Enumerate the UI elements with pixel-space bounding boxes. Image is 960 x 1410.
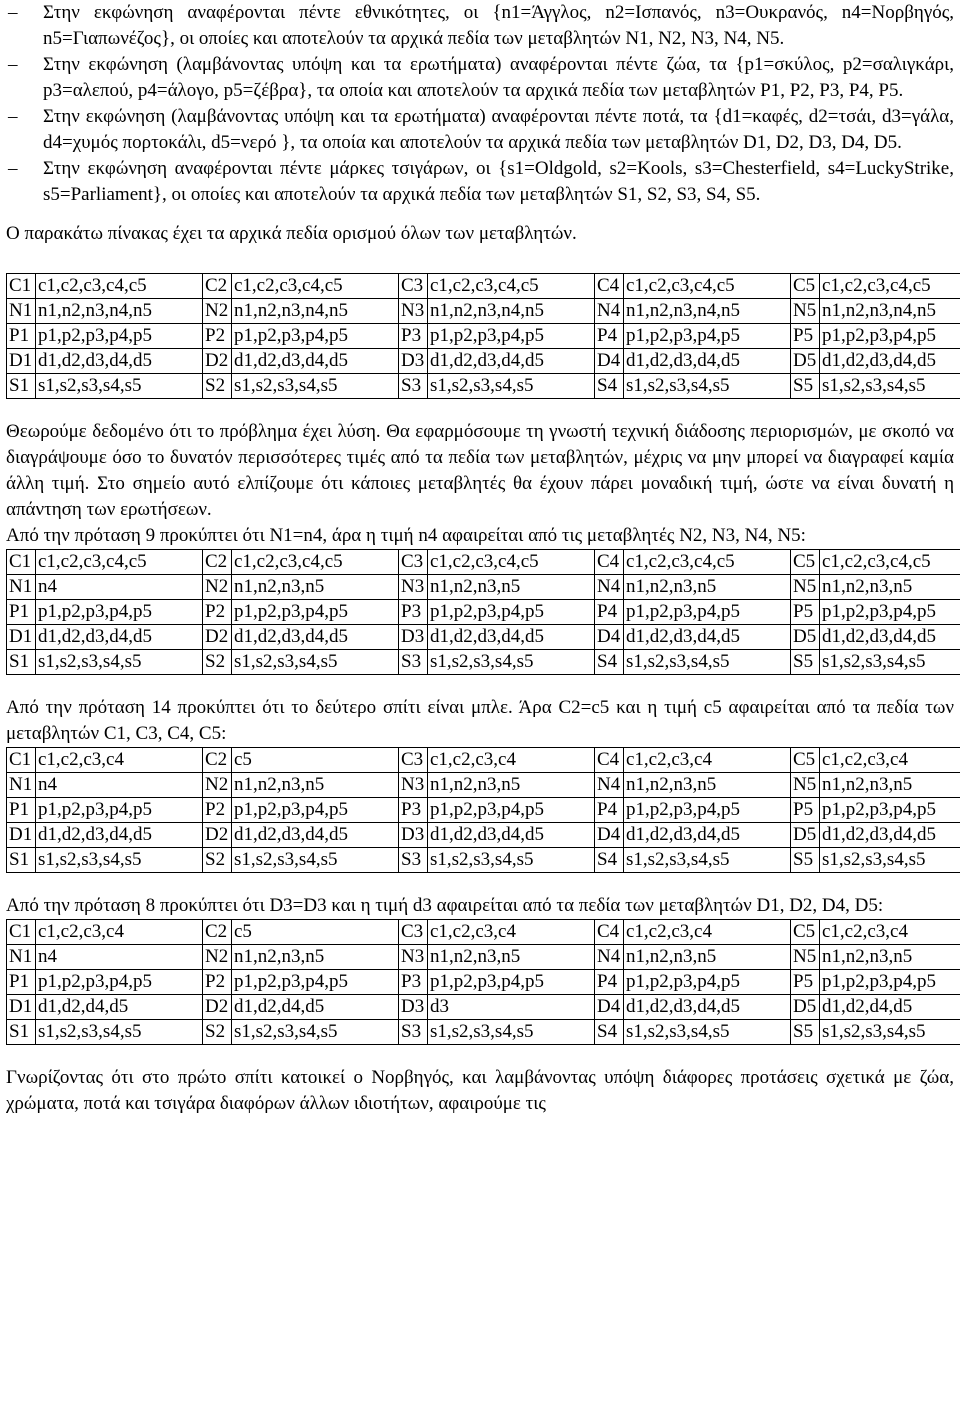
table-row (7, 650, 960, 675)
domain-values-cell: c1,c2,c3,c4,c5 (624, 550, 791, 575)
domain-table-after-rule-8 (6, 919, 960, 1045)
bullet-item (6, 52, 954, 104)
domain-values-cell: s1,s2,s3,s4,s5 (36, 374, 203, 399)
domain-values-cell: s1,s2,s3,s4,s5 (36, 848, 203, 873)
variables-bullet-list (6, 0, 954, 208)
variable-name-cell: N2 (203, 575, 232, 600)
variable-name-cell: D4 (595, 625, 624, 650)
domain-values-cell: n4 (36, 773, 203, 798)
variable-name-cell: C2 (203, 748, 232, 773)
domain-values-cell: n1,n2,n3,n5 (232, 575, 399, 600)
variable-name-cell: N4 (595, 945, 624, 970)
variable-name-cell: D4 (595, 995, 624, 1020)
domain-values-cell: n1,n2,n3,n5 (820, 945, 960, 970)
variable-name-cell: P5 (791, 970, 820, 995)
domain-values-cell: d1,d2,d3,d4,d5 (232, 349, 399, 374)
variable-name-cell: C1 (7, 550, 36, 575)
bullet-text: Στην εκφώνηση αναφέρονται πέντε μάρκες τσιγάρων, οι {s1=Oldgold, s2=Kools, s3=Chesterfield, s4=LuckyStrike, s5=Parliament}, οι οποίες και αποτελούν τα αρχικά πεδία των μεταβλητών S1, S2, S3, S4, S5. (43, 158, 954, 205)
domain-values-cell: d1,d2,d3,d4,d5 (820, 349, 960, 374)
domain-values-cell: p1,p2,p3,p4,p5 (232, 600, 399, 625)
intro-table-paragraph: Ο παρακάτω πίνακας έχει τα αρχικά πεδία ορισμού όλων των μεταβλητών. (6, 223, 577, 244)
rule-8-paragraph: Από την πρόταση 8 προκύπτει ότι D3=D3 και η τιμή d3 αφαιρείται από τα πεδία των μεταβλητών D1, D2, D4, D5: (6, 895, 884, 916)
table-row (7, 945, 960, 970)
variable-name-cell: N3 (399, 575, 428, 600)
domain-values-cell: d1,d2,d4,d5 (232, 995, 399, 1020)
variable-name-cell: P5 (791, 324, 820, 349)
table-row (7, 600, 960, 625)
domain-values-cell: n1,n2,n3,n5 (428, 575, 595, 600)
domain-values-cell: d1,d2,d3,d4,d5 (36, 625, 203, 650)
domain-values-cell: d1,d2,d3,d4,d5 (624, 625, 791, 650)
domain-values-cell: p1,p2,p3,p4,p5 (428, 324, 595, 349)
domain-values-cell: p1,p2,p3,p4,p5 (428, 798, 595, 823)
variable-name-cell: N1 (7, 575, 36, 600)
variable-name-cell: D2 (203, 349, 232, 374)
domain-values-cell: n1,n2,n3,n4,n5 (820, 299, 960, 324)
domain-values-cell: p1,p2,p3,p4,p5 (820, 324, 960, 349)
variable-name-cell: C2 (203, 550, 232, 575)
domain-values-cell: n4 (36, 945, 203, 970)
variable-name-cell: N5 (791, 773, 820, 798)
dash-marker: – (8, 158, 18, 179)
variable-name-cell: C5 (791, 748, 820, 773)
table-row (7, 625, 960, 650)
variable-name-cell: C1 (7, 748, 36, 773)
bullet-text: Στην εκφώνηση (λαμβάνοντας υπόψη και τα ερωτήματα) αναφέρονται πέντε ποτά, τα {d1=καφές, d2=τσάι, d3=γάλα, d4=χυμός πορτοκάλι, d5=νερό }, τα οποία και αποτελούν τα αρχικά πεδία των μεταβλητών D1, D2, D3, D4, D5. (43, 106, 954, 153)
domain-values-cell: p1,p2,p3,p4,p5 (232, 324, 399, 349)
table-row (7, 575, 960, 600)
domain-values-cell: p1,p2,p3,p4,p5 (232, 970, 399, 995)
table-row (7, 324, 960, 349)
domain-values-cell: s1,s2,s3,s4,s5 (232, 374, 399, 399)
variable-name-cell: N2 (203, 773, 232, 798)
domain-values-cell: c1,c2,c3,c4,c5 (232, 550, 399, 575)
rule-14-paragraph: Από την πρόταση 14 προκύπτει ότι το δεύτερο σπίτι είναι μπλε. Άρα C2=c5 και η τιμή c5 αφαιρείται από τα πεδία των μεταβλητών C1, C3, C4, C5: (6, 697, 954, 744)
domain-values-cell: c1,c2,c3,c4,c5 (428, 550, 595, 575)
variable-name-cell: C3 (399, 748, 428, 773)
domain-values-cell: d1,d2,d3,d4,d5 (36, 823, 203, 848)
variable-name-cell: D3 (399, 625, 428, 650)
variable-name-cell: D3 (399, 349, 428, 374)
domain-values-cell: c1,c2,c3,c4 (624, 920, 791, 945)
variable-name-cell: N2 (203, 945, 232, 970)
variable-name-cell: S2 (203, 848, 232, 873)
domain-values-cell: s1,s2,s3,s4,s5 (428, 1020, 595, 1045)
variable-name-cell: P2 (203, 600, 232, 625)
domain-values-cell: c1,c2,c3,c4 (624, 748, 791, 773)
domain-values-cell: c1,c2,c3,c4 (820, 920, 960, 945)
variable-name-cell: D1 (7, 349, 36, 374)
variable-name-cell: D2 (203, 625, 232, 650)
domain-values-cell: d1,d2,d4,d5 (36, 995, 203, 1020)
variable-name-cell: C1 (7, 920, 36, 945)
domain-values-cell: c5 (232, 748, 399, 773)
variable-name-cell: S3 (399, 1020, 428, 1045)
variable-name-cell: D5 (791, 823, 820, 848)
domain-values-cell: n1,n2,n3,n5 (624, 575, 791, 600)
bullet-text: Στην εκφώνηση αναφέρονται πέντε εθνικότητες, οι {n1=Άγγλος, n2=Ισπανός, n3=Ουκρανός, n4=Νορβηγός, n5=Γιαπωνέζος}, οι οποίες και αποτελούν τα αρχικά πεδία των μεταβλητών N1, N2, N3, N4, N5. (43, 2, 954, 49)
variable-name-cell: D2 (203, 823, 232, 848)
variable-name-cell: S1 (7, 848, 36, 873)
variable-name-cell: S4 (595, 848, 624, 873)
norwegian-paragraph: Γνωρίζοντας ότι στο πρώτο σπίτι κατοικεί ο Νορβηγός, και λαμβάνοντας υπόψη διάφορες προτάσεις σχετικά με ζώα, χρώματα, ποτά και τσιγάρα διαφόρων άλλων ιδιοτήτων, αφαιρούμε τις (6, 1067, 954, 1114)
document-page (6, 0, 954, 1117)
variable-name-cell: C3 (399, 920, 428, 945)
domain-values-cell: n1,n2,n3,n4,n5 (624, 299, 791, 324)
domain-values-cell: c1,c2,c3,c4,c5 (624, 274, 791, 299)
variable-name-cell: P4 (595, 324, 624, 349)
domain-values-cell: s1,s2,s3,s4,s5 (624, 374, 791, 399)
variable-name-cell: D5 (791, 349, 820, 374)
variable-name-cell: S1 (7, 650, 36, 675)
variable-name-cell: S3 (399, 650, 428, 675)
domain-values-cell: d1,d2,d3,d4,d5 (36, 349, 203, 374)
domain-values-cell: d1,d2,d3,d4,d5 (624, 349, 791, 374)
dash-marker: – (8, 106, 18, 127)
variable-name-cell: C5 (791, 920, 820, 945)
domain-values-cell: d1,d2,d3,d4,d5 (428, 349, 595, 374)
variable-name-cell: P1 (7, 324, 36, 349)
variable-name-cell: P5 (791, 798, 820, 823)
domain-values-cell: c1,c2,c3,c4 (428, 748, 595, 773)
domain-values-cell: s1,s2,s3,s4,s5 (820, 374, 960, 399)
domain-values-cell: c1,c2,c3,c4,c5 (820, 274, 960, 299)
domain-values-cell: s1,s2,s3,s4,s5 (232, 650, 399, 675)
variable-name-cell: C4 (595, 274, 624, 299)
variable-name-cell: C4 (595, 550, 624, 575)
domain-values-cell: p1,p2,p3,p4,p5 (36, 970, 203, 995)
table-row (7, 823, 960, 848)
domain-values-cell: p1,p2,p3,p4,p5 (820, 798, 960, 823)
domain-values-cell: p1,p2,p3,p4,p5 (232, 798, 399, 823)
domain-values-cell: c1,c2,c3,c4 (36, 920, 203, 945)
variable-name-cell: S4 (595, 374, 624, 399)
variable-name-cell: D5 (791, 625, 820, 650)
domain-values-cell: s1,s2,s3,s4,s5 (428, 650, 595, 675)
domain-values-cell: p1,p2,p3,p4,p5 (820, 970, 960, 995)
variable-name-cell: P1 (7, 600, 36, 625)
variable-name-cell: N1 (7, 945, 36, 970)
domain-values-cell: c1,c2,c3,c4,c5 (428, 274, 595, 299)
variable-name-cell: D1 (7, 823, 36, 848)
domain-values-cell: s1,s2,s3,s4,s5 (232, 848, 399, 873)
domain-values-cell: d1,d2,d3,d4,d5 (232, 625, 399, 650)
dash-marker: – (8, 2, 18, 23)
domain-values-cell: p1,p2,p3,p4,p5 (36, 324, 203, 349)
dash-marker: – (8, 54, 18, 75)
variable-name-cell: D3 (399, 823, 428, 848)
domain-values-cell: n1,n2,n3,n4,n5 (428, 299, 595, 324)
variable-name-cell: P5 (791, 600, 820, 625)
domain-values-cell: c1,c2,c3,c4 (428, 920, 595, 945)
constraint-propagation-paragraph: Θεωρούμε δεδομένο ότι το πρόβλημα έχει λύση. Θα εφαρμόσουμε τη γνωστή τεχνική διάδοσης περιορισμών, με σκοπό να διαγράψουμε όσο το δυνατόν περισσότερες τιμές από τα πεδία των μεταβλητών, μέχρις να μην μπορεί να διαγραφεί καμία άλλη τιμή. Στο σημείο αυτό ελπίζουμε ότι κάποιες μεταβλητές θα έχουν πάρει μοναδική τιμή, ώστε να είναι δυνατή η απάντηση των ερωτήσεων. (6, 421, 954, 520)
variable-name-cell: P2 (203, 324, 232, 349)
bullet-item (6, 156, 954, 208)
bullet-text: Στην εκφώνηση (λαμβάνοντας υπόψη και τα ερωτήματα) αναφέρονται πέντε ζώα, τα {p1=σκύλος, p2=σαλιγκάρι, p3=αλεπού, p4=άλογο, p5=ζέβρα}, τα οποία και αποτελούν τα αρχικά πεδία των μεταβλητών P1, P2, P3, P4, P5. (43, 54, 954, 101)
table-row (7, 299, 960, 324)
domain-values-cell: d3 (428, 995, 595, 1020)
variable-name-cell: D1 (7, 995, 36, 1020)
domain-values-cell: n1,n2,n3,n5 (232, 945, 399, 970)
variable-name-cell: N3 (399, 945, 428, 970)
domain-values-cell: p1,p2,p3,p4,p5 (624, 324, 791, 349)
domain-values-cell: s1,s2,s3,s4,s5 (232, 1020, 399, 1045)
variable-name-cell: N4 (595, 773, 624, 798)
variable-name-cell: P3 (399, 970, 428, 995)
variable-name-cell: P2 (203, 970, 232, 995)
variable-name-cell: D4 (595, 823, 624, 848)
domain-values-cell: n1,n2,n3,n4,n5 (36, 299, 203, 324)
domain-values-cell: c1,c2,c3,c4,c5 (36, 550, 203, 575)
table-row (7, 349, 960, 374)
bullet-item (6, 104, 954, 156)
domain-values-cell: p1,p2,p3,p4,p5 (624, 970, 791, 995)
domain-values-cell: p1,p2,p3,p4,p5 (428, 600, 595, 625)
domain-values-cell: s1,s2,s3,s4,s5 (624, 848, 791, 873)
domain-values-cell: n1,n2,n3,n5 (428, 773, 595, 798)
variable-name-cell: C2 (203, 920, 232, 945)
domain-values-cell: s1,s2,s3,s4,s5 (820, 650, 960, 675)
variable-name-cell: P2 (203, 798, 232, 823)
domain-values-cell: n1,n2,n3,n5 (820, 575, 960, 600)
domain-values-cell: s1,s2,s3,s4,s5 (624, 1020, 791, 1045)
variable-name-cell: N5 (791, 575, 820, 600)
table-row (7, 995, 960, 1020)
variable-name-cell: S1 (7, 1020, 36, 1045)
variable-name-cell: S1 (7, 374, 36, 399)
domain-values-cell: d1,d2,d3,d4,d5 (624, 995, 791, 1020)
domain-values-cell: c1,c2,c3,c4,c5 (820, 550, 960, 575)
domain-values-cell: d1,d2,d3,d4,d5 (232, 823, 399, 848)
variable-name-cell: C5 (791, 274, 820, 299)
variable-name-cell: C2 (203, 274, 232, 299)
variable-name-cell: D4 (595, 349, 624, 374)
domain-values-cell: c1,c2,c3,c4 (820, 748, 960, 773)
variable-name-cell: P3 (399, 798, 428, 823)
variable-name-cell: P3 (399, 600, 428, 625)
domain-table-after-rule-9 (6, 549, 960, 675)
variable-name-cell: S4 (595, 1020, 624, 1045)
domain-values-cell: n4 (36, 575, 203, 600)
domain-values-cell: n1,n2,n3,n5 (624, 945, 791, 970)
variable-name-cell: C3 (399, 274, 428, 299)
variable-name-cell: N1 (7, 773, 36, 798)
domain-values-cell: n1,n2,n3,n5 (428, 945, 595, 970)
variable-name-cell: C1 (7, 274, 36, 299)
table-row (7, 748, 960, 773)
variable-name-cell: D1 (7, 625, 36, 650)
variable-name-cell: P3 (399, 324, 428, 349)
domain-values-cell: p1,p2,p3,p4,p5 (624, 798, 791, 823)
variable-name-cell: P1 (7, 798, 36, 823)
domain-values-cell: d1,d2,d3,d4,d5 (624, 823, 791, 848)
variable-name-cell: D5 (791, 995, 820, 1020)
domain-values-cell: n1,n2,n3,n5 (232, 773, 399, 798)
domain-values-cell: c1,c2,c3,c4,c5 (232, 274, 399, 299)
variable-name-cell: S3 (399, 848, 428, 873)
variable-name-cell: S4 (595, 650, 624, 675)
domain-values-cell: p1,p2,p3,p4,p5 (36, 798, 203, 823)
domain-values-cell: p1,p2,p3,p4,p5 (624, 600, 791, 625)
bullet-item (6, 0, 954, 52)
variable-name-cell: C4 (595, 920, 624, 945)
domain-values-cell: d1,d2,d3,d4,d5 (820, 625, 960, 650)
domain-values-cell: p1,p2,p3,p4,p5 (36, 600, 203, 625)
domain-values-cell: p1,p2,p3,p4,p5 (820, 600, 960, 625)
variable-name-cell: C4 (595, 748, 624, 773)
domain-values-cell: n1,n2,n3,n5 (820, 773, 960, 798)
domain-values-cell: d1,d2,d3,d4,d5 (820, 823, 960, 848)
domain-values-cell: d1,d2,d4,d5 (820, 995, 960, 1020)
variable-name-cell: P4 (595, 600, 624, 625)
variable-name-cell: N3 (399, 773, 428, 798)
variable-name-cell: N5 (791, 945, 820, 970)
variable-name-cell: S5 (791, 848, 820, 873)
domain-values-cell: s1,s2,s3,s4,s5 (820, 1020, 960, 1045)
variable-name-cell: N2 (203, 299, 232, 324)
table-row (7, 920, 960, 945)
domain-values-cell: s1,s2,s3,s4,s5 (36, 1020, 203, 1045)
variable-name-cell: P4 (595, 970, 624, 995)
variable-name-cell: C5 (791, 550, 820, 575)
variable-name-cell: P4 (595, 798, 624, 823)
variable-name-cell: S3 (399, 374, 428, 399)
variable-name-cell: S5 (791, 1020, 820, 1045)
table-row (7, 773, 960, 798)
variable-name-cell: N4 (595, 299, 624, 324)
domain-values-cell: c1,c2,c3,c4 (36, 748, 203, 773)
rule-9-paragraph: Από την πρόταση 9 προκύπτει ότι N1=n4, άρα η τιμή n4 αφαιρείται από τις μεταβλητές N2, N3, N4, N5: (6, 525, 806, 546)
table-row (7, 550, 960, 575)
variable-name-cell: N4 (595, 575, 624, 600)
domain-values-cell: s1,s2,s3,s4,s5 (624, 650, 791, 675)
domain-values-cell: d1,d2,d3,d4,d5 (428, 625, 595, 650)
variable-name-cell: S2 (203, 374, 232, 399)
table-row (7, 848, 960, 873)
domain-values-cell: s1,s2,s3,s4,s5 (428, 374, 595, 399)
domain-table-initial (6, 273, 960, 399)
domain-values-cell: n1,n2,n3,n4,n5 (232, 299, 399, 324)
domain-values-cell: d1,d2,d3,d4,d5 (428, 823, 595, 848)
table-row (7, 1020, 960, 1045)
domain-values-cell: p1,p2,p3,p4,p5 (428, 970, 595, 995)
domain-values-cell: c5 (232, 920, 399, 945)
domain-values-cell: s1,s2,s3,s4,s5 (36, 650, 203, 675)
variable-name-cell: S5 (791, 650, 820, 675)
domain-values-cell: s1,s2,s3,s4,s5 (820, 848, 960, 873)
variable-name-cell: S2 (203, 1020, 232, 1045)
variable-name-cell: D2 (203, 995, 232, 1020)
domain-table-after-rule-14 (6, 747, 960, 873)
domain-values-cell: c1,c2,c3,c4,c5 (36, 274, 203, 299)
variable-name-cell: S5 (791, 374, 820, 399)
variable-name-cell: N5 (791, 299, 820, 324)
variable-name-cell: D3 (399, 995, 428, 1020)
variable-name-cell: P1 (7, 970, 36, 995)
variable-name-cell: C3 (399, 550, 428, 575)
variable-name-cell: N3 (399, 299, 428, 324)
table-row (7, 970, 960, 995)
domain-values-cell: n1,n2,n3,n5 (624, 773, 791, 798)
variable-name-cell: N1 (7, 299, 36, 324)
table-row (7, 374, 960, 399)
domain-values-cell: s1,s2,s3,s4,s5 (428, 848, 595, 873)
table-row (7, 798, 960, 823)
table-row (7, 274, 960, 299)
variable-name-cell: S2 (203, 650, 232, 675)
